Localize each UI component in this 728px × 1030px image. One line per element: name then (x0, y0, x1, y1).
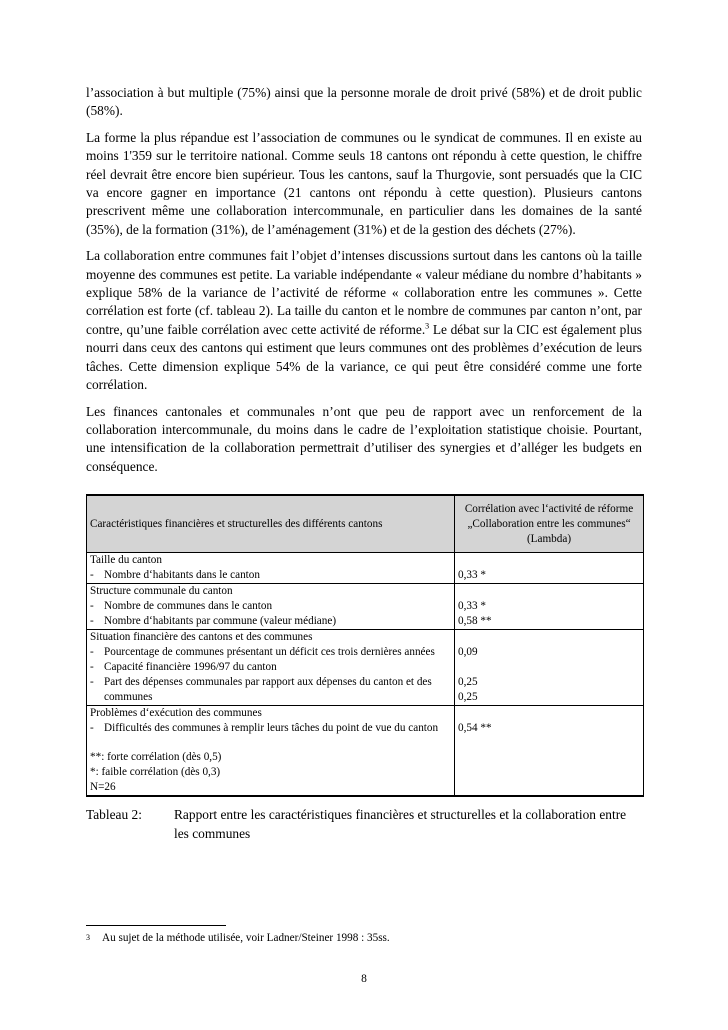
correlation-value: 0,25 (458, 676, 478, 689)
legend-weak: *: faible corrélation (dès 0,3) (90, 766, 221, 779)
list-dash: - (90, 722, 94, 735)
paragraph-1: l’association à but multiple (75%) ainsi que la personne morale de droit privé (58%) et de droit public (58%). (86, 85, 642, 119)
paragraph-3-text: La collaboration entre communes fait l’objet d’intenses discussions surtout dans les cantons où la taille moyenne des communes est petite. La variable indépendante « valeur médiane du nombre d’habitants » explique 58% de la variance de l’activité de réforme « collaboration entre les communes ». Cette corrélation est forte (cf. tableau 2). La taille du canton et le nombre de communes par canton n’ont, par contre, qu’une faible corrélation avec cette activité de réforme. (86, 248, 642, 337)
table-cell-label (87, 584, 455, 630)
paragraph-2: La forme la plus répandue est l’association de communes ou le syndicat de communes. Il en existe au moins 1'359 sur le territoire national. Comme seuls 18 cantons ont répondu à cette question, le chiffre réel devrait être encore bien supérieur. Tous les cantons, sauf la Thurgovie, sont persuadés que la CIC va encore gagner en importance (21 cantons ont répondu à cette question). Plusieurs cantons prescrivent même une collaboration intercommunale, en particulier dans les domaines de la santé (35%), de la formation (31%), de l’aménagement (31%) et de la gestion des déchets (27%). (86, 129, 642, 237)
sample-size: N=26 (90, 781, 116, 794)
paragraph-3-continued: Le débat sur la CIC est également plus nourri dans ceux des cantons qui estiment que leurs communes ont des problèmes d’exécution de leurs tâches. Cette dimension explique 54% de la variance, ce qui peut être considéré comme une forte corrélation. (86, 321, 643, 393)
group-title: Situation financière des cantons et des communes (90, 631, 313, 644)
table-header-row (87, 495, 644, 553)
list-dash: - (90, 661, 94, 674)
list-dash: - (90, 569, 94, 582)
table-header-correlation: Corrélation avec l‘activité de réforme „Collaboration entre les communes“ (Lambda) (455, 495, 644, 553)
list-item (90, 568, 451, 583)
table-header-characteristics: Caractéristiques financières et structurelles des différents cantons (87, 495, 455, 553)
legend-strong: **: forte corrélation (dès 0,5) (90, 751, 222, 764)
footnote-divider (86, 925, 226, 926)
table-caption (86, 806, 642, 843)
item-label: Nombre d‘habitants dans le canton (104, 569, 260, 582)
paragraph-3 (86, 247, 642, 394)
list-dash: - (90, 646, 94, 659)
group-title: Taille du canton (90, 554, 162, 567)
correlation-value: 0,25 (458, 691, 478, 704)
correlation-value: 0,54 ** (458, 722, 492, 735)
page-number: 8 (361, 973, 367, 985)
list-item (90, 645, 451, 660)
list-dash: - (90, 615, 94, 628)
item-label: Nombre de communes dans le canton (104, 600, 273, 613)
table-row (87, 706, 644, 797)
list-dash: - (90, 600, 94, 613)
table-row (87, 630, 644, 706)
list-item (90, 721, 451, 736)
list-item (90, 599, 451, 614)
page-body (86, 84, 642, 843)
list-dash: - (90, 676, 94, 689)
table-cell-value (455, 630, 644, 706)
footnote (86, 931, 390, 945)
item-label: Part des dépenses communales par rapport aux dépenses du canton et des communes (104, 676, 432, 704)
group-title: Structure communale du canton (90, 585, 233, 598)
correlation-table (86, 494, 644, 797)
group-title: Problèmes d‘exécution des communes (90, 707, 262, 720)
table-cell-label (87, 630, 455, 706)
table-cell-value (455, 584, 644, 630)
correlation-value: 0,33 * (458, 569, 486, 582)
list-item (90, 660, 451, 675)
table-legend (90, 750, 451, 795)
list-item (90, 614, 451, 629)
paragraph-4: Les finances cantonales et communales n’ont que peu de rapport avec un renforcement de la collaboration intercommunale, du moins dans le cadre de l’exploitation statistique choisie. Pourtant, une intensification de la collaboration permettrait d’utiliser des synergies et d’alléger les budgets en conséquence. (86, 403, 642, 474)
item-label: Nombre d‘habitants par commune (valeur médiane) (104, 615, 337, 628)
correlation-value: 0,33 * (458, 600, 486, 613)
table-row (87, 584, 644, 630)
correlation-value: 0,58 ** (458, 615, 492, 628)
footnote-reference[interactable]: 3 (425, 321, 430, 331)
item-label: Pourcentage de communes présentant un déficit ces trois dernières années (104, 646, 435, 659)
caption-label: Tableau 2: (86, 807, 142, 823)
list-item (90, 675, 451, 705)
table-row (87, 553, 644, 584)
table-cell-value (455, 553, 644, 584)
caption-text: Rapport entre les caractéristiques financières et structurelles et la collaboration entre les communes (174, 807, 627, 841)
table-cell-label (87, 706, 455, 797)
footnote-text: Au sujet de la méthode utilisée, voir Ladner/Steiner 1998 : 35ss. (102, 932, 390, 944)
correlation-value: 0,09 (458, 646, 478, 659)
table-cell-label (87, 553, 455, 584)
footnote-number: 3 (86, 933, 90, 942)
item-label: Capacité financière 1996/97 du canton (104, 661, 277, 674)
item-label: Difficultés des communes à remplir leurs tâches du point de vue du canton (104, 722, 439, 735)
table-cell-value (455, 706, 644, 797)
